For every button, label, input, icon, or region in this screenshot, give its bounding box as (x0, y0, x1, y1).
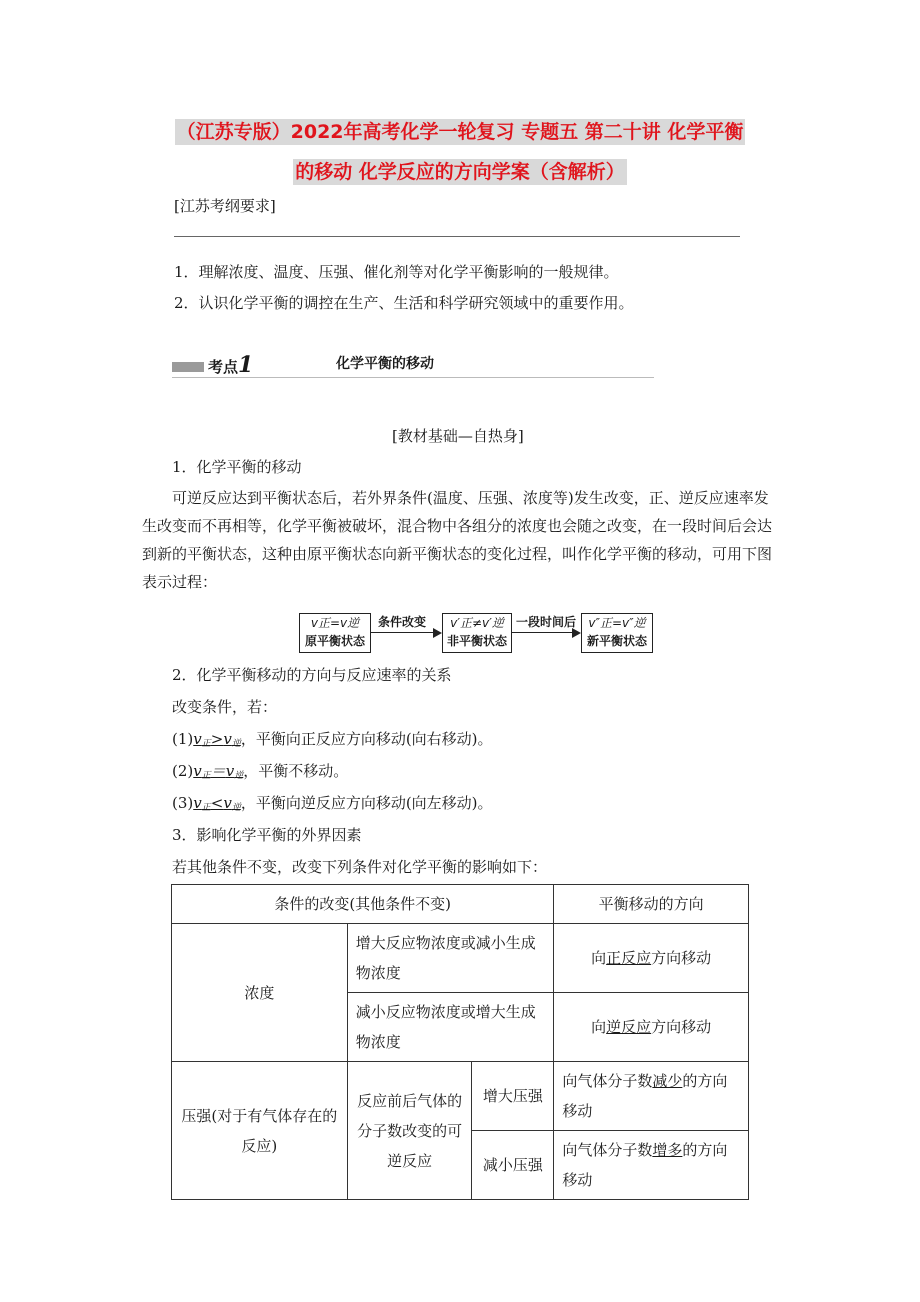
heading-3: 3．影响化学平衡的外界因素 (172, 826, 362, 844)
pressure-label: 压强(对于有气体存在的反应) (172, 1062, 348, 1200)
title-line-2: 的移动 化学反应的方向学案（含解析） (295, 161, 625, 183)
title-line-1: （江苏专版）2022年高考化学一轮复习 专题五 第二十讲 化学平衡 (176, 121, 744, 143)
section-label: 考点1 (208, 352, 254, 378)
arrow-label-1: 条件改变 (378, 615, 427, 629)
concentration-label: 浓度 (172, 924, 348, 1062)
pressure-subcondition: 反应前后气体的分子数改变的可逆反应 (347, 1062, 472, 1200)
box1-bottom: 原平衡状态 (304, 634, 365, 648)
press-row2-direction: 向气体分子数增多的方向移动 (554, 1131, 749, 1200)
box2-top: v′正≠v′逆 (450, 616, 504, 630)
arrow-label-2: 一段时间后 (516, 615, 577, 629)
table-intro: 若其他条件不变，改变下列条件对化学平衡的影响如下： (172, 858, 548, 876)
conc-row1-direction: 向正反应方向移动 (554, 924, 749, 993)
relation-1-expr: $v_正>v_逆$ (193, 730, 241, 749)
relation-1: $(1)v_正>v_逆$，平衡向正反应方向移动(向右移动)。 (172, 730, 493, 749)
box1-top: v正=v逆 (310, 616, 360, 630)
document-title (130, 112, 790, 192)
header-direction: 平衡移动的方向 (554, 885, 749, 924)
section-bar (172, 362, 204, 372)
dashed-divider (174, 236, 740, 237)
state-box-new (581, 613, 653, 653)
arrow-2-head (572, 628, 581, 638)
box3-top: v″正=v″逆 (588, 616, 646, 630)
conc-row2-direction: 向逆反应方向移动 (554, 993, 749, 1062)
box3-bottom: 新平衡状态 (586, 634, 647, 648)
arrow-2 (512, 632, 572, 633)
heading-1: 1．化学平衡的移动 (172, 458, 302, 476)
paragraph-1: 可逆反应达到平衡状态后，若外界条件(温度、压强、浓度等)发生改变，正、逆反应速率发生改变而不再相等，化学平衡被破坏，混合物中各组分的浓度也会随之改变，在一段时间后会达到新的平衡状态，这种由原平衡状态向新平衡状态的变化过程，叫作化学平衡的移动，可用下图表示过程： (142, 489, 773, 591)
box2-bottom: 非平衡状态 (446, 634, 507, 648)
sub-heading: [教材基础—自热身] (392, 427, 524, 445)
header-condition: 条件的改变(其他条件不变) (172, 885, 554, 924)
requirement-1: 1．理解浓度、温度、压强、催化剂等对化学平衡影响的一般规律。 (174, 263, 619, 281)
state-box-original (299, 613, 371, 653)
section-underline (172, 377, 654, 378)
heading-2: 2．化学平衡移动的方向与反应速率的关系 (172, 666, 452, 684)
factors-table (171, 884, 749, 1200)
conc-row1-condition: 增大反应物浓度或减小生成物浓度 (347, 924, 554, 993)
arrow-1 (371, 632, 433, 633)
conc-row2-condition: 减小反应物浓度或增大生成物浓度 (347, 993, 554, 1062)
section-title: 化学平衡的移动 (336, 356, 434, 372)
press-row2-condition: 减小压强 (472, 1131, 554, 1200)
press-row1-condition: 增大压强 (472, 1062, 554, 1131)
state-box-nonequilibrium (442, 613, 512, 653)
arrow-1-head (433, 628, 442, 638)
section-number: 1 (238, 352, 254, 378)
relation-3-expr: $v_正<v_逆$ (193, 794, 241, 813)
relation-3: $(3)v_正<v_逆$，平衡向逆反应方向移动(向左移动)。 (172, 794, 493, 813)
press-row1-direction: 向气体分子数减少的方向移动 (554, 1062, 749, 1131)
change-condition: 改变条件，若： (172, 698, 278, 716)
relation-2-expr: $v_正=v_逆$ (193, 762, 244, 781)
requirement-2: 2．认识化学平衡的调控在生产、生活和科学研究领域中的重要作用。 (174, 294, 634, 312)
relation-2: $(2)v_正=v_逆$，平衡不移动。 (172, 762, 349, 781)
requirements-heading: [江苏考纲要求] (174, 197, 276, 215)
